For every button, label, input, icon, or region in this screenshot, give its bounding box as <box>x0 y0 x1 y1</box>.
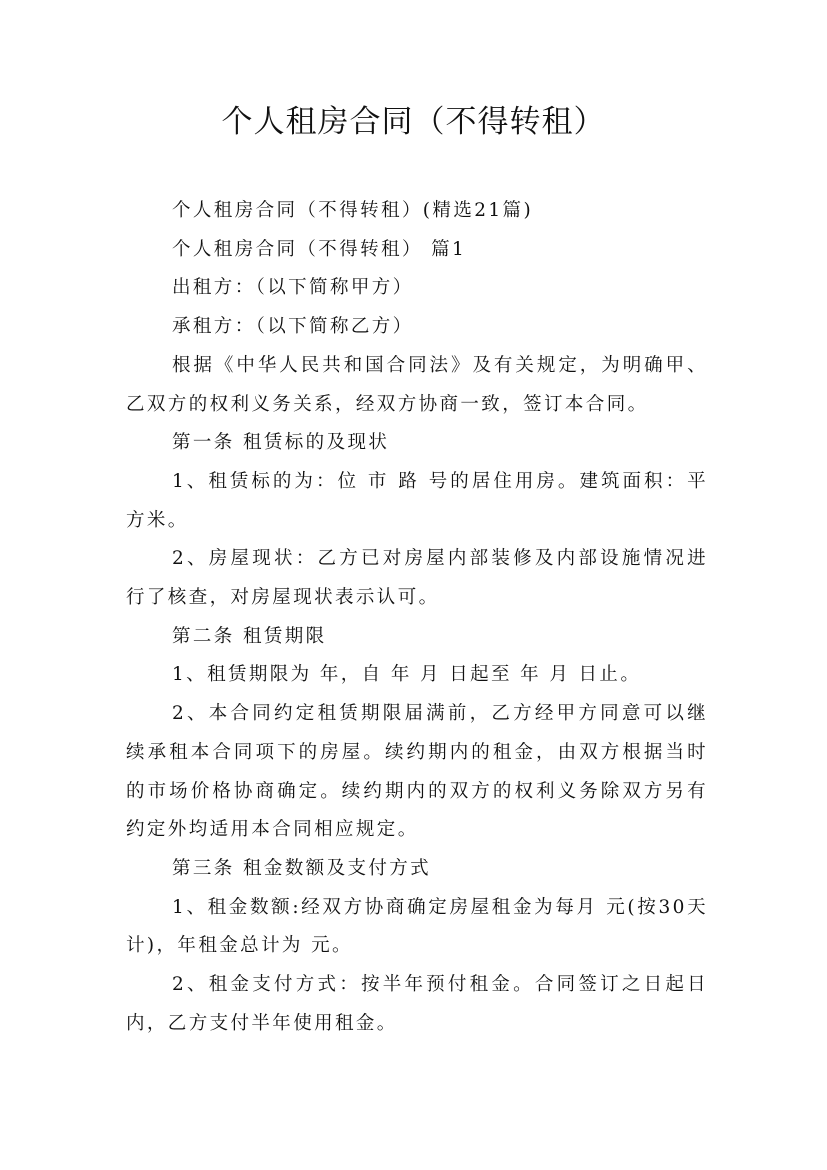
article-1-clause-1: 1、租赁标的为：位 市 路 号的居住用房。建筑面积：平方米。 <box>126 470 708 531</box>
article-3-heading: 第三条 租金数额及支付方式 <box>172 857 432 879</box>
article-1-clause-2: 2、房屋现状：乙方已对房屋内部装修及内部设施情况进行了核查，对房屋现状表示认可。 <box>126 548 708 609</box>
article-2-clause-1: 1、租赁期限为 年，自 年 月 日起至 年 月 日止。 <box>172 664 642 686</box>
document-body <box>126 192 708 1043</box>
document-title: 个人租房合同（不得转租） <box>221 104 606 140</box>
lessor-line: 出租方：（以下简称甲方） <box>172 277 414 299</box>
preamble-paragraph: 根据《中华人民共和国合同法》及有关规定，为明确甲、乙双方的权利义务关系，经双方协商一致，签订本合同。 <box>126 354 708 415</box>
article-3-clause-2: 2、租金支付方式：按半年预付租金。合同签订之日起日内，乙方支付半年使用租金。 <box>126 974 708 1034</box>
article-2-clause-2: 2、本合同约定租赁期限届满前，乙方经甲方同意可以继续承租本合同项下的房屋。续约期内的租金，由双方根据当时的市场价格协商确定。续约期内的双方的权利义务除双方另有约定外均适用本合同相应规定。 <box>126 703 708 841</box>
article-1-heading: 第一条 租赁标的及现状 <box>172 432 390 454</box>
lessee-line: 承租方：（以下简称乙方） <box>172 316 414 338</box>
article-3-clause-1: 1、租金数额:经双方协商确定房屋租金为每月 元(按30天计)，年租金总计为 元。 <box>126 896 708 957</box>
chapter-heading: 个人租房合同（不得转租） 篇1 <box>172 238 467 260</box>
subtitle-line: 个人租房合同（不得转租）(精选21篇) <box>172 200 534 221</box>
article-2-heading: 第二条 租赁期限 <box>172 625 327 647</box>
